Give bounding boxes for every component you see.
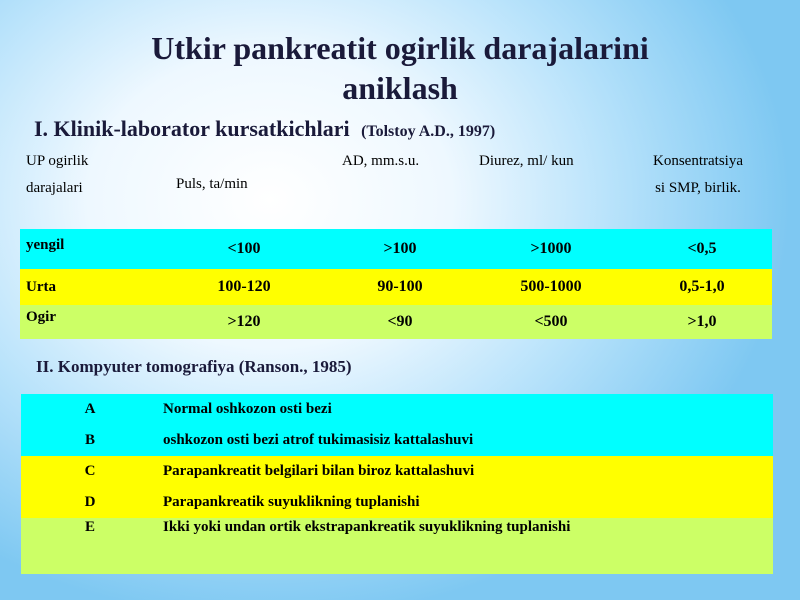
table-row-mild — [20, 229, 772, 269]
table-row-severe — [20, 305, 772, 339]
table-row-grade-d — [21, 487, 773, 518]
header-grade-line-2: darajalari — [26, 180, 83, 196]
section-1-title: I. Klinik-laborator kursatkichlari — [34, 116, 350, 141]
row-label: yengil — [26, 237, 65, 253]
grade-label: A — [84, 401, 96, 417]
pulse-value: 100-120 — [217, 278, 271, 295]
clinical-table — [20, 229, 772, 339]
section-1-reference: (Tolstoy A.D., 1997) — [361, 123, 496, 140]
smp-value: 0,5-1,0 — [679, 278, 725, 295]
grade-description: Parapankreatik suyuklikning tuplanishi — [163, 494, 420, 510]
row-label: Urta — [26, 278, 56, 295]
smp-value: >1,0 — [687, 313, 717, 330]
header-bp: AD, mm.s.u. — [342, 153, 420, 169]
grade-description: Parapankreatit belgilari bilan biroz kattalashuvi — [163, 463, 475, 479]
pulse-value: <100 — [227, 240, 261, 257]
section-1-heading — [34, 116, 495, 142]
pulse-value: >120 — [227, 313, 261, 330]
grade-description: oshkozon osti bezi atrof tukimasisiz kattalashuvi — [163, 432, 474, 448]
header-smp — [628, 148, 768, 202]
table-row-grade-b — [21, 425, 773, 456]
table-row-grade-a — [21, 394, 773, 425]
table-row-spacer — [21, 550, 773, 574]
grade-label: B — [84, 432, 95, 448]
section-2-heading: II. Kompyuter tomografiya (Ranson., 1985) — [36, 357, 352, 376]
header-diuresis: Diurez, ml/ kun — [479, 153, 574, 169]
title-line-1: Utkir pankreatit ogirlik darajalarini — [151, 30, 649, 66]
grade-label: E — [84, 519, 95, 535]
bp-value: >100 — [383, 240, 417, 257]
grade-description: Ikki yoki undan ortik ekstrapankreatik suyuklikning tuplanishi — [163, 519, 571, 535]
header-grade — [26, 148, 88, 202]
title-line-2: aniklash — [342, 70, 458, 106]
grade-description: Normal oshkozon osti bezi — [163, 401, 332, 417]
slide-title — [0, 28, 800, 108]
bp-value: 90-100 — [377, 278, 423, 295]
table-row-grade-e — [21, 518, 773, 550]
header-smp-line-2: si SMP, birlik. — [655, 180, 741, 196]
grade-label: D — [84, 494, 96, 510]
diuresis-value: >1000 — [530, 240, 572, 257]
header-grade-line-1: UP ogirlik — [26, 153, 89, 169]
diuresis-value: 500-1000 — [520, 278, 582, 295]
table-row-grade-c — [21, 456, 773, 487]
row-label: Ogir — [26, 309, 56, 325]
header-pulse: Puls, ta/min — [176, 176, 248, 192]
smp-value: <0,5 — [687, 240, 717, 257]
ct-table — [21, 394, 773, 574]
bp-value: <90 — [387, 313, 413, 330]
diuresis-value: <500 — [534, 313, 568, 330]
grade-label: C — [84, 463, 96, 479]
header-smp-line-1: Konsentratsiya — [653, 153, 743, 169]
table-row-moderate — [20, 269, 772, 305]
